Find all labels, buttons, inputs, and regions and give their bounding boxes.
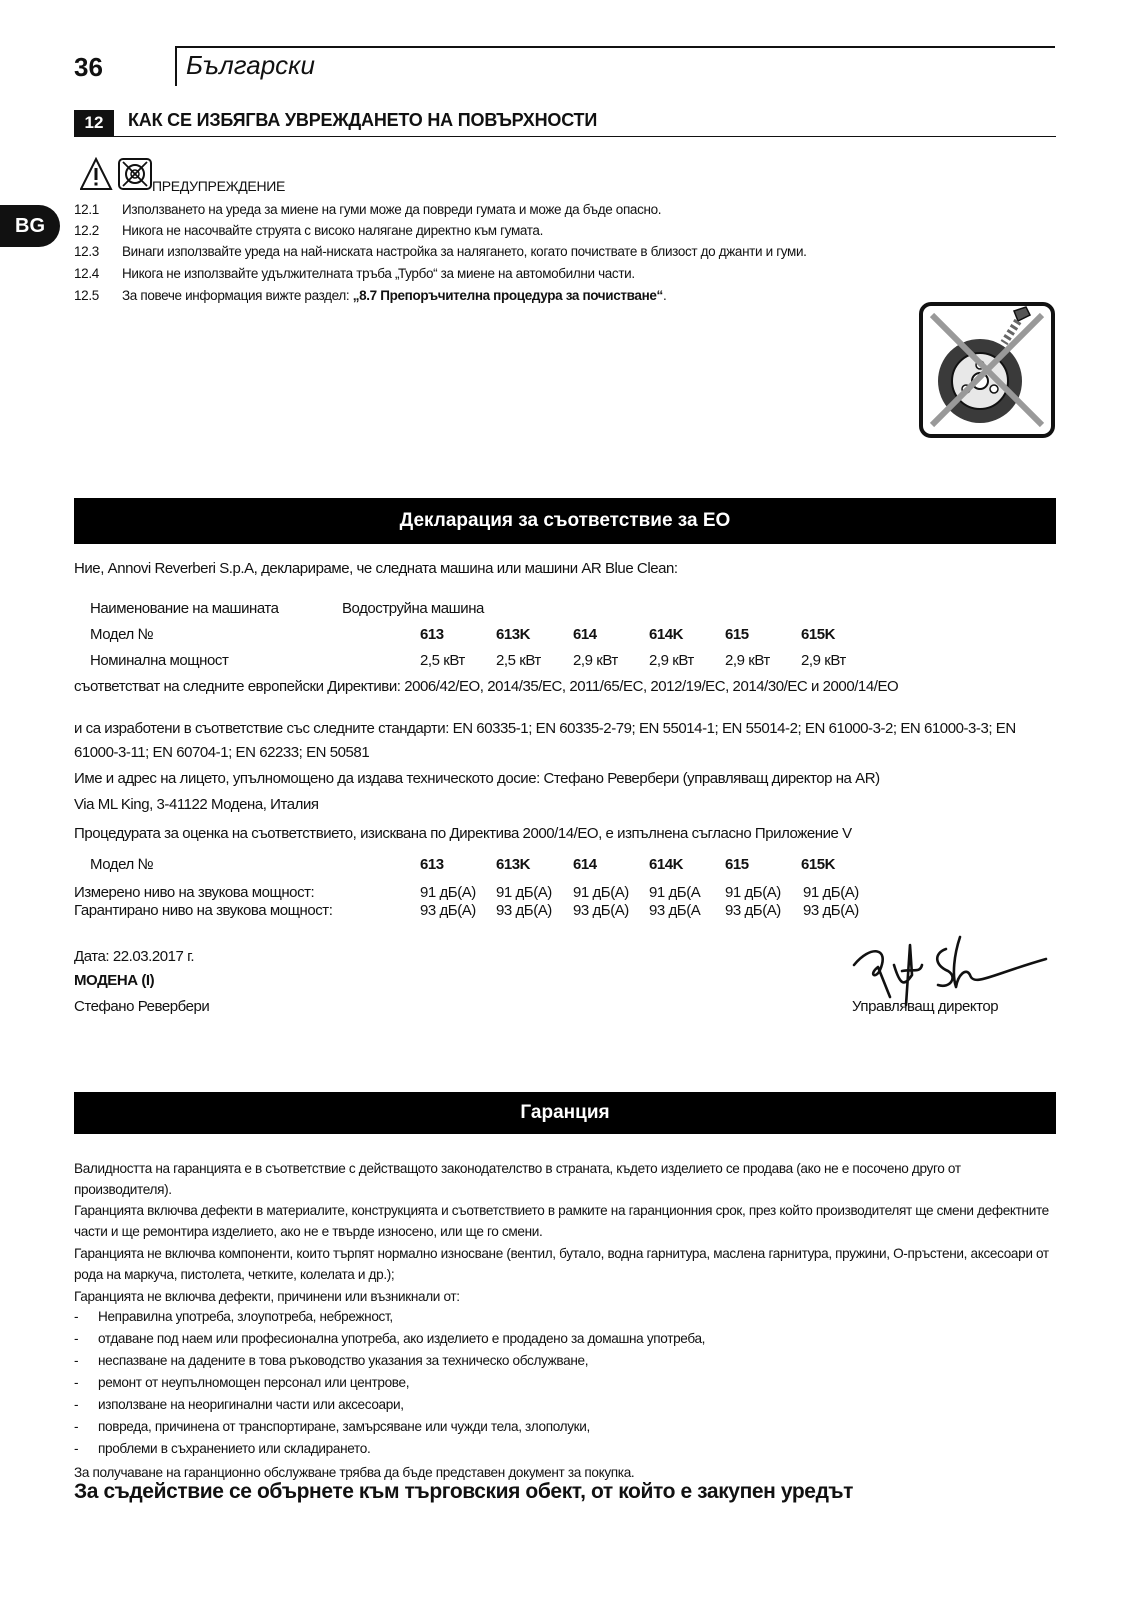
authorized-person: Име и адрес на лицето, упълномощено да издава техническото досие: Стефано Ревербери (управляващ директор на AR) [74,770,880,787]
guaranteed-cell: 93 дБ(А) [803,902,859,919]
measured-cell: 91 дБ(А [649,884,701,901]
warning-item: 12.1 Използването на уреда за миене на гуми може да повреди гумата и може да бъде опасно. [74,202,662,217]
measured-cell: 91 дБ(А) [496,884,552,901]
model-cell: 613K [496,626,531,643]
warning-item: 12.4 Никога не използвайте удължителната тръба „Турбо“ за миене на автомобилни части. [74,266,635,281]
model-cell: 615 [725,856,749,873]
section-rule [74,136,1056,137]
measured-label: Измерено ниво на звукова мощност: [74,884,315,901]
model-label-2: Модел № [90,856,154,873]
warning-triangle-icon [80,157,152,193]
header-divider [175,46,177,86]
model-cell: 615K [801,856,836,873]
warranty-title: Гаранция [74,1092,1056,1134]
exclusion-item: - неспазване на дадените в това ръководство указания за техническо обслужване, [74,1353,589,1368]
declaration-date: Дата: 22.03.2017 г. [74,948,195,965]
measured-cell: 91 дБ(А) [573,884,629,901]
model-cell: 615 [725,626,749,643]
warranty-paragraph: Гаранцията не включва дефекти, причинени или възникнали от: [74,1289,460,1304]
warranty-paragraph: За получаване на гаранционно обслужване трябва да бъде представен документ за покупка. [74,1465,635,1480]
machine-name-label: Наименование на машината [90,600,279,617]
warning-item: 12.3 Винаги използвайте уреда на най-ниската настройка за налягането, когато почиствате в близост до джанти и гуми. [74,244,807,259]
power-cell: 2,9 кВт [649,652,694,669]
directives-text: съответстват на следните европейски Директиви: 2006/42/ЕО, 2014/35/ЕС, 2011/65/ЕС, 2012/19/ЕС, 2014/30/ЕС и 2000/14/ЕО [74,678,899,695]
declaration-place: МОДЕНА (I) [74,972,155,989]
power-cell: 2,9 кВт [801,652,846,669]
power-cell: 2,5 кВт [496,652,541,669]
model-cell: 614 [573,856,597,873]
header-rule [175,46,1055,48]
model-label: Модел № [90,626,154,643]
power-cell: 2,9 кВт [725,652,770,669]
model-cell: 613K [496,856,531,873]
guaranteed-cell: 93 дБ(А) [496,902,552,919]
model-cell: 614K [649,856,684,873]
section-number: 12 [74,110,114,136]
model-cell: 615K [801,626,836,643]
guaranteed-cell: 93 дБ(А [649,902,701,919]
warranty-paragraph: Гаранцията включва дефекти в материалите, конструкцията и съответствието в рамките на гаранционния срок, през който производителят ще смени дефектните части и ще ремонтира изделието, ако не е твърде износено, или ще го смени. [74,1203,1049,1239]
warning-item: 12.2 Никога не насочвайте струята с високо налягане директно към гумата. [74,223,543,238]
model-cell: 614 [573,626,597,643]
guaranteed-cell: 93 дБ(А) [573,902,629,919]
power-cell: 2,9 кВт [573,652,618,669]
declaration-intro: Ние, Annovi Reverberi S.p.A, декларираме, че следната машина или машини AR Blue Clean: [74,560,678,577]
measured-cell: 91 дБ(А) [803,884,859,901]
procedure-text: Процедурата за оценка на съответствието, изисквана по Директива 2000/14/ЕО, е изпълнена съгласно Приложение V [74,825,852,842]
exclusion-item: - повреда, причинена от транспортиране, замърсяване или чужди тела, злополуки, [74,1419,590,1434]
standards-text-cont: 61000-3-11; EN 60704-1; EN 62233; EN 50581 [74,744,370,761]
warning-label: ПРЕДУПРЕЖДЕНИЕ [152,178,286,194]
signer-role: Управляващ директор [852,998,999,1015]
standards-text: и са изработени в съответствие със следните стандарти: EN 60335-1; EN 60335-2-79; EN 55014-1; EN 55014-2; EN 61000-3-2; EN 61000-3-3; EN [74,720,1016,737]
exclusion-item: - ремонт от неупълномощен персонал или центрове, [74,1375,410,1390]
declaration-title: Декларация за съответствие за ЕО [74,498,1056,544]
language-title: Български [186,50,315,80]
exclusion-item: - отдаване под наем или професионална употреба, ако изделието е продадено за домашна употреба, [74,1331,706,1346]
exclusion-item: - използване на неоригинални части или аксесоари, [74,1397,404,1412]
guaranteed-cell: 93 дБ(А) [420,902,476,919]
section-title: КАК СЕ ИЗБЯГВА УВРЕЖДАНЕТО НА ПОВЪРХНОСТИ [128,110,598,130]
warranty-paragraph: Гаранцията не включва компоненти, които търпят нормално износване (вентил, бутало, водна гарнитура, маслена гарнитура, пружини, О-пръстени, аксесоари от рода на маркуча, пистолета, четките, колелата и др.); [74,1246,1049,1282]
power-cell: 2,5 кВт [420,652,465,669]
warranty-paragraph: Валидността на гаранцията е в съответствие с действащото законодателство в страната, където изделието се продава (ако не е посочено друго от производителя). [74,1161,961,1197]
no-tire-wash-icon [918,301,1056,439]
language-tab: BG [0,205,60,247]
warning-icons [80,157,152,198]
model-cell: 614K [649,626,684,643]
guaranteed-label: Гарантирано ниво на звукова мощност: [74,902,333,919]
guaranteed-cell: 93 дБ(А) [725,902,781,919]
power-label: Номинална мощност [90,652,229,669]
measured-cell: 91 дБ(А) [725,884,781,901]
exclusion-item: - проблеми в съхранението или складирането. [74,1441,371,1456]
page-number: 36 [74,52,103,82]
contact-note: За съдействие се обърнете към търговския обект, от който е закупен уредът [74,1480,854,1503]
signer-name: Стефано Ревербери [74,998,210,1015]
warning-item: 12.5 За повече информация вижте раздел: „8.7 Препоръчителна процедура за почистване“. [74,288,667,303]
authorized-address: Via ML King, 3-41122 Модена, Италия [74,796,319,813]
measured-cell: 91 дБ(А) [420,884,476,901]
model-cell: 613 [420,856,444,873]
model-cell: 613 [420,626,444,643]
exclusion-item: - Неправилна употреба, злоупотреба, небрежност, [74,1309,393,1324]
machine-name-value: Водоструйна машина [342,600,484,617]
